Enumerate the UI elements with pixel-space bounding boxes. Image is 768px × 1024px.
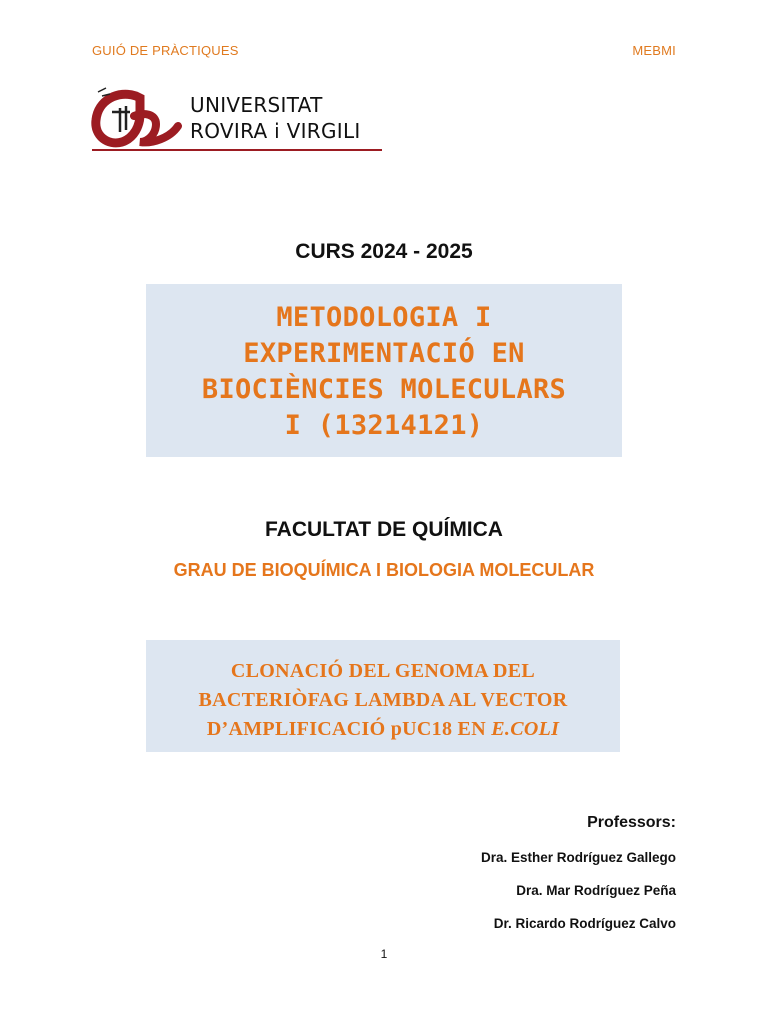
- page-number: 1: [380, 947, 388, 961]
- subject-title: [146, 300, 622, 444]
- professor-name: Dr. Ricardo Rodríguez Calvo: [493, 916, 676, 931]
- professor-name: Dra. Mar Rodríguez Peña: [516, 883, 676, 898]
- degree-title: GRAU DE BIOQUÍMICA I BIOLOGIA MOLECULAR: [173, 560, 595, 580]
- logo-underline: [92, 149, 382, 151]
- header-right-text: MEBMI: [632, 43, 676, 58]
- practice-title-organism: E.COLI: [491, 718, 560, 740]
- professor-name: Dra. Esther Rodríguez Gallego: [480, 850, 676, 865]
- logo-text-line2: ROVIRA i VIRGILI: [190, 119, 361, 143]
- faculty-title: FACULTAT DE QUÍMICA: [265, 518, 503, 541]
- logo-text-line1: UNIVERSITAT: [190, 93, 323, 117]
- practice-title-line1: CLONACIÓ DEL GENOMA DEL: [230, 660, 536, 682]
- practice-title: [146, 657, 620, 744]
- practice-title-box: [146, 640, 620, 752]
- university-emblem-icon: [90, 86, 185, 148]
- subject-title-line3: BIOCIÈNCIES MOLECULARS: [201, 374, 567, 405]
- subject-title-line4: I (13214121): [284, 410, 484, 441]
- subject-title-line1: METODOLOGIA I: [276, 302, 492, 333]
- university-logo: [90, 86, 390, 156]
- practice-title-line2: BACTERIÒFAG LAMBDA AL VECTOR: [198, 689, 568, 711]
- subject-title-box: [146, 284, 622, 457]
- practice-title-line3: [146, 715, 620, 744]
- header-left-text: GUIÓ DE PRÀCTIQUES: [92, 43, 239, 58]
- professors-label: Professors:: [587, 814, 676, 831]
- course-year: CURS 2024 - 2025: [295, 240, 473, 263]
- practice-title-line3-text: D’AMPLIFICACIÓ pUC18 EN: [206, 718, 492, 740]
- subject-title-line2: EXPERIMENTACIÓ EN: [243, 338, 525, 369]
